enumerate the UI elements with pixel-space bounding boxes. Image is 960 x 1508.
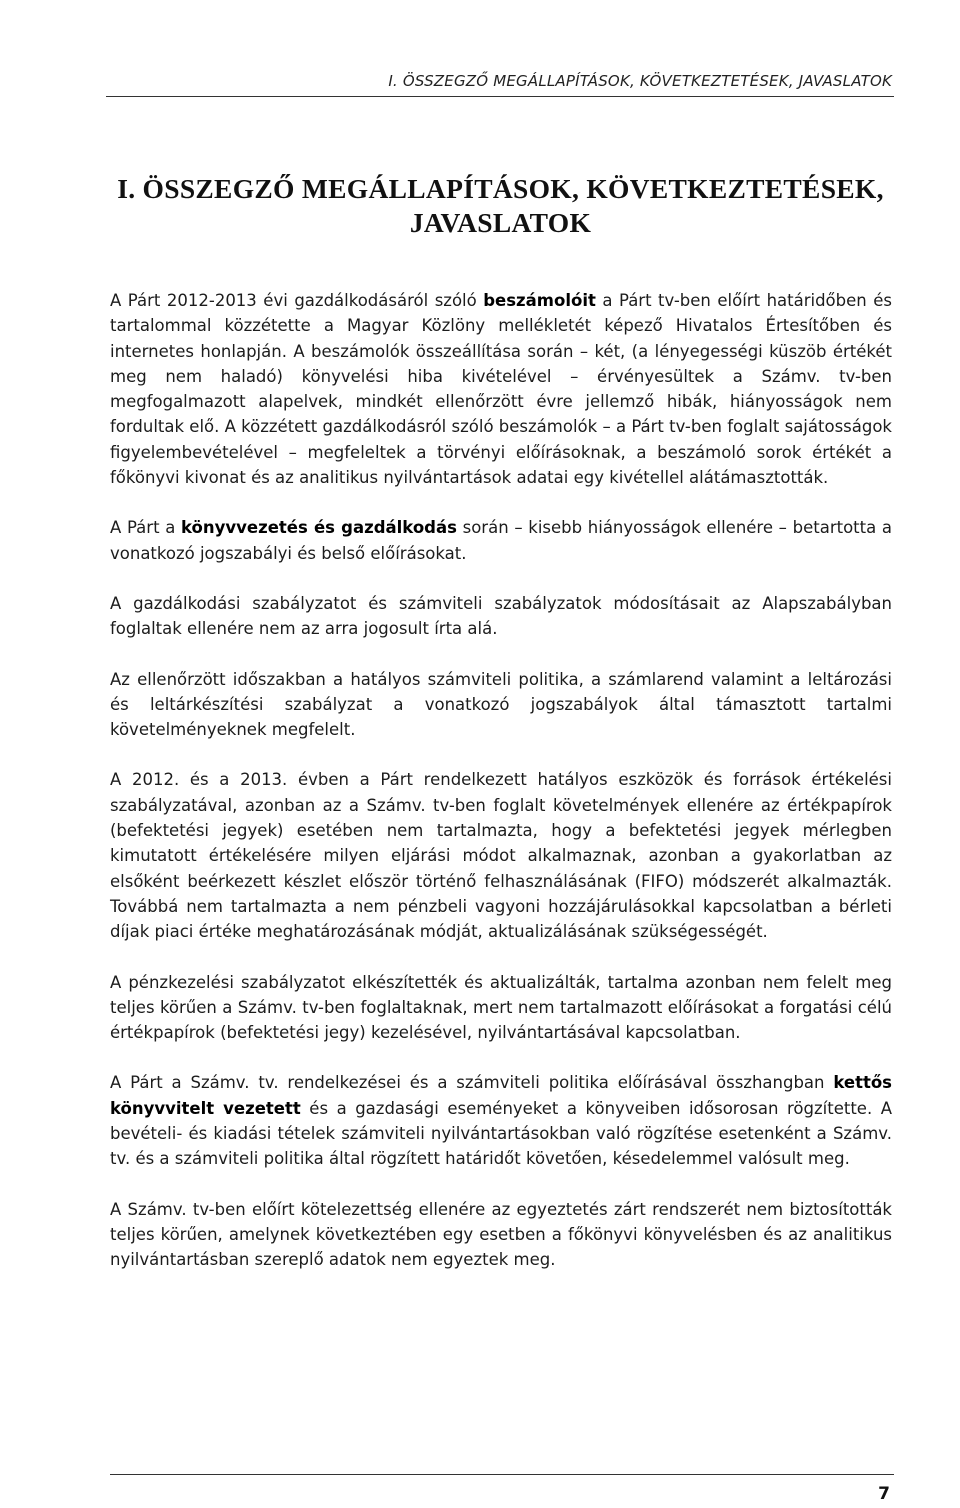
body-paragraph — [110, 767, 892, 944]
chapter-title-line-2: JAVASLATOK — [409, 207, 592, 238]
paragraph-text: Az ellenőrzött időszakban a hatályos számviteli politika, a számlarend valamint a leltározási és leltárkészítési szabályzat a vonatkozó jogszabályok által támasztott tartalmi követelményeknek megfelelt. — [110, 669, 892, 740]
paragraph-text: A Párt a Számv. tv. rendelkezései és a számviteli politika előírásával összhangban — [110, 1073, 834, 1093]
paragraph-text: A Párt 2012-2013 évi gazdálkodásáról szóló — [110, 291, 484, 310]
paragraph-text: A 2012. és a 2013. évben a Párt rendelkezett hatályos eszközök és források értékelési szabályzatával, azonban az a Számv. tv-ben foglalt követelmények ellenére az értékpapírok (befektetési jegyek) esetében nem tartalmazta, hogy a befektetési jegyek mérlegben kimutatott értékelésére milyen eljárási módot alkalmaznak, azonban a gyakorlatban az elsőként beérkezett készlet először történő felhasználásának (FIFO) módszerét alkalmazták. Továbbá nem tartalmazta a nem pénzbeli vagyoni hozzájárulásokkal kapcsolatban a bérleti díjak piaci értéke meghatározásának módját, aktualizálásának szükségességét. — [110, 770, 892, 942]
paragraph-text: A Párt a — [110, 518, 182, 538]
chapter-title — [108, 172, 893, 240]
body-paragraph — [110, 591, 892, 642]
running-header: I. ÖSSZEGZŐ MEGÁLLAPÍTÁSOK, KÖVETKEZTETÉSEK, JAVASLATOK — [388, 72, 892, 90]
paragraph-text: A Számv. tv-ben előírt kötelezettség ellenére az egyeztetés zárt rendszerét nem biztosították teljes körűen, amelynek következtében egy esetben a főkönyvi könyvelésben és az analitikus nyilvántartásban szereplő adatok nem egyeztek meg. — [110, 1199, 892, 1270]
body-paragraph — [110, 1197, 892, 1273]
body-paragraph — [110, 515, 892, 566]
emphasis-text: kettős könyvvitelt vezetett — [110, 1073, 892, 1118]
footer-divider — [110, 1474, 894, 1475]
chapter-title-line-1: I. ÖSSZEGZŐ MEGÁLLAPÍTÁSOK, KÖVETKEZTETÉSEK, — [117, 173, 884, 204]
body-text — [110, 288, 892, 1273]
emphasis-text: beszámolóit — [483, 291, 596, 310]
body-paragraph — [110, 970, 892, 1046]
body-paragraph — [110, 1070, 892, 1171]
body-paragraph — [110, 288, 892, 490]
paragraph-text: A gazdálkodási szabályzatot és számviteli szabályzatok módosításait az Alapszabályban foglaltak ellenére nem az arra jogosult írta alá. — [110, 593, 892, 639]
header-divider — [106, 96, 894, 97]
paragraph-text: A pénzkezelési szabályzatot elkészítették és aktualizálták, tartalma azonban nem felelt meg teljes körűen a Számv. tv-ben foglaltaknak, mert nem tartalmazott előírásokat a forgatási célú értékpapírok (befektetési jegy) kezelésével, nyilvántartásával kapcsolatban. — [110, 972, 892, 1043]
paragraph-text: és a gazdasági eseményeket a könyveiben idősorosan rögzítette. A bevételi- és kiadási tételek számviteli nyilvántartásokban való rögzítése esetenként a Számv. tv. és a számviteli politika által rögzített határidőt követően, késedelemmel valósult meg. — [110, 1098, 892, 1169]
paragraph-text: a Párt tv-ben előírt határidőben és tartalommal közzétette a Magyar Közlöny mellékletét képező Hivatalos Értesítőben és internetes honlapján. A beszámolók összeállítása során – két, (a lényegességi küszöb értékét meg nem haladó) könyvelési hiba kivételével – érvényesültek a Számv. tv-ben megfogalmazott alapelvek, mindkét ellenőrzött évre jellemző hibák, hiányosságok nem fordultak elő. A közzétett gazdálkodásról szóló beszámolók – a Párt tv-ben foglalt sajátosságok figyelembevételével – megfeleltek a törvényi előírásoknak, a beszámoló sorok értékét a főkönyvi kivonat és az analitikus nyilvántartások adatai egy kivétellel alátámasztották. — [110, 291, 892, 488]
body-paragraph — [110, 667, 892, 743]
paragraph-text: során – kisebb hiányosságok ellenére – betartotta a vonatkozó jogszabályi és belső előírásokat. — [110, 518, 893, 563]
page-number: 7 — [878, 1484, 890, 1504]
emphasis-text: könyvvezetés és gazdálkodás — [181, 518, 457, 538]
